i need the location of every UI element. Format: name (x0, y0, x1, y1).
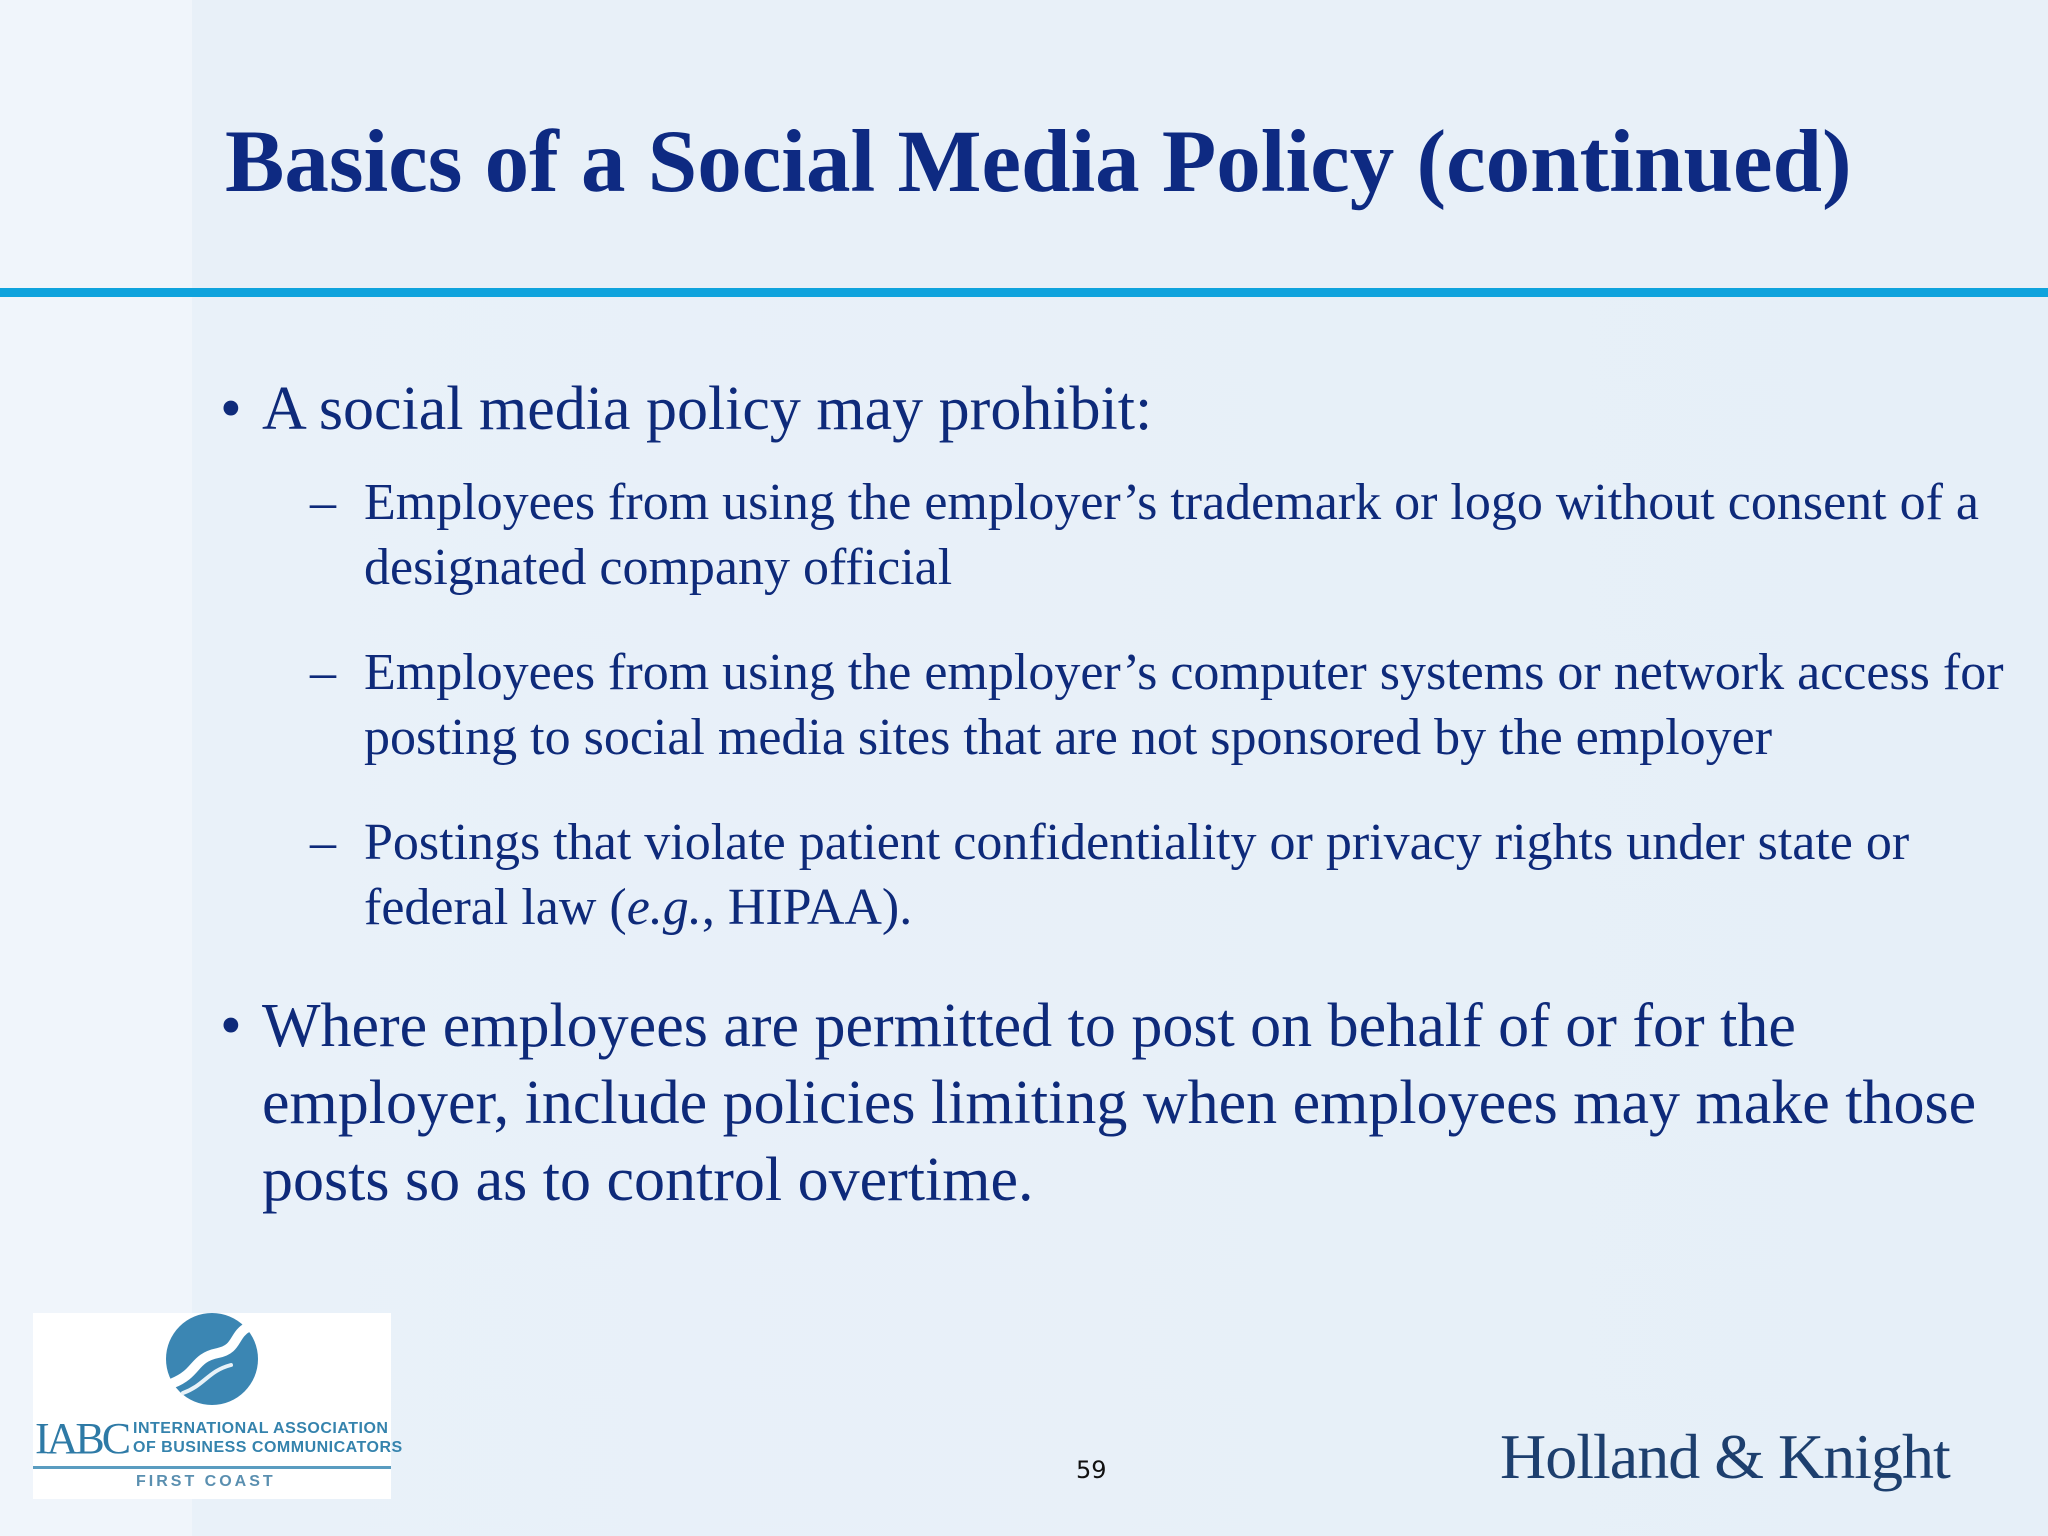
bullet-text: Where employees are permitted to post on behalf of or for the employer, include policies limiting when employees may make those posts so as to control overtime. (262, 992, 1977, 1214)
slide-title: Basics of a Social Media Policy (continued) (225, 113, 1852, 211)
bullet-marker: • (220, 375, 242, 443)
holland-knight-logo: Holland & Knight (1500, 1421, 1950, 1492)
bullet-marker: • (220, 992, 242, 1060)
sub-bullet-item (220, 640, 2010, 770)
title-divider (0, 288, 2048, 297)
iabc-chapter: FIRST COAST (136, 1473, 276, 1490)
sub-bullet-text-part: , HIPAA). (701, 879, 913, 936)
sub-bullet-text: Employees from using the employer’s computer systems or network access for posting to social media sites that are not sponsored by the employer (364, 644, 2004, 766)
sub-bullet-item (220, 470, 2010, 600)
page-number: 59 (1076, 1456, 1107, 1484)
iabc-divider (33, 1466, 391, 1469)
sub-bullet-text: Employees from using the employer’s trademark or logo without consent of a designated company official (364, 474, 1979, 596)
iabc-logo (33, 1313, 403, 1499)
iabc-name-line1: INTERNATIONAL ASSOCIATION (133, 1420, 389, 1437)
slide-body (220, 370, 2010, 1219)
left-margin-band (0, 0, 192, 1536)
sub-bullet-text (364, 814, 1909, 936)
sub-bullet-text-part: Postings that violate patient confidentiality or privacy rights under state or federal law ( (364, 814, 1910, 936)
sub-bullet-item (220, 810, 2010, 940)
dash-marker: – (310, 814, 336, 871)
bullet-item (220, 988, 2010, 1219)
bullet-item (220, 370, 2010, 448)
dash-marker: – (310, 474, 336, 531)
iabc-river-emblem-icon (33, 1313, 391, 1413)
iabc-name-line2: OF BUSINESS COMMUNICATORS (133, 1439, 403, 1456)
sub-bullet-italic: e.g. (626, 879, 702, 936)
dash-marker: – (310, 644, 336, 701)
iabc-abbreviation: IABC (35, 1414, 129, 1463)
bullet-text: A social media policy may prohibit: (262, 375, 1153, 443)
